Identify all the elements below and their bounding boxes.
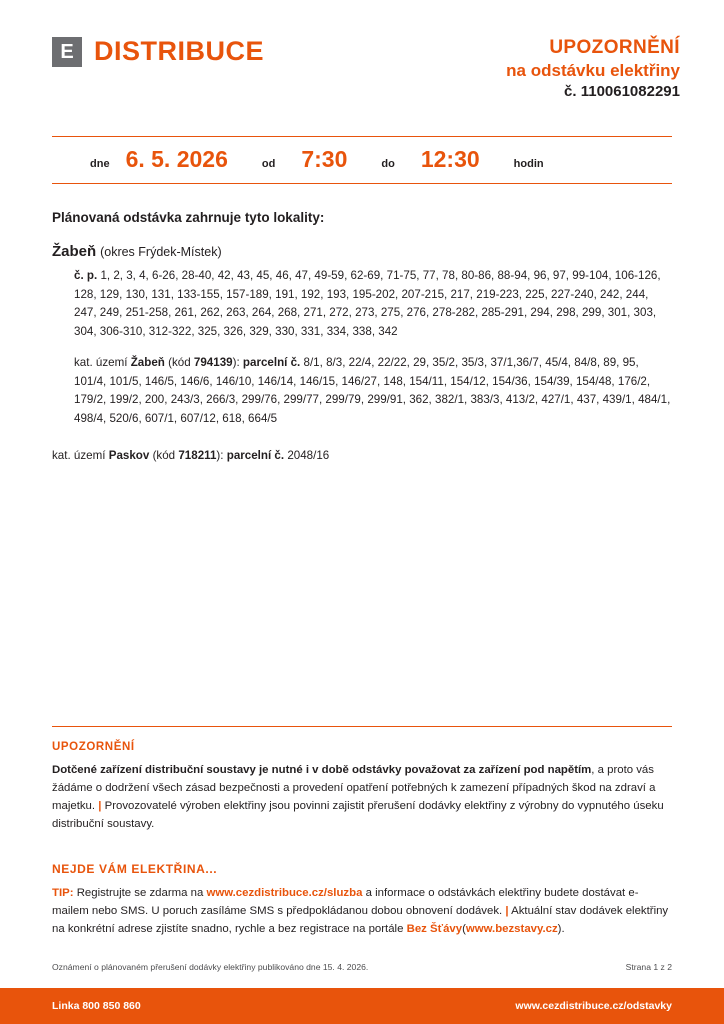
to-label: do	[381, 158, 395, 171]
parcel-values-1: 8/1, 8/3, 22/4, 22/22, 29, 35/2, 35/3, 37/1,36/7, 45/4, 84/8, 89, 95, 101/4, 101/5, 146/5, 146/6, 146/10, 146/14, 146/15, 146/27, 148, 154/11, 154/12, 154/36, 154/39, 154/48, 176/2, 179/2, 199/2, 200, 243/3, 266/3, 299/76, 299/77, 299/79, 299/91, 362, 382/1, 383/3, 413/2, 427/1, 437, 439/1, 484/1, 498/4, 520/6, 607/1, 607/12, 618, 664/5	[74, 355, 671, 426]
logo-letter: E	[60, 40, 74, 63]
kat-prefix-2: kat. území	[52, 449, 106, 462]
locality-name: Žabeň	[52, 242, 97, 260]
house-numbers-block	[74, 267, 672, 342]
kat-kod-label-1: (kód	[168, 355, 191, 369]
kat-kod-2: 718211	[178, 449, 217, 462]
no-power-heading: NEJDE VÁM ELEKTŘINA...	[52, 862, 218, 876]
house-numbers-label: č. p.	[74, 268, 98, 282]
kat-kod-close-2: ):	[216, 449, 224, 462]
cez-logo-icon	[52, 37, 82, 67]
outage-time-from: 7:30	[301, 146, 348, 173]
bez-stavy-brand: Bez Šťávy	[406, 923, 463, 936]
date-label: dne	[90, 158, 110, 171]
parcel-label-1: parcelní č.	[242, 355, 301, 369]
warning-divider	[52, 726, 672, 727]
footer-bar	[0, 988, 724, 1024]
warning-body	[52, 761, 672, 833]
document-number: č. 110061082291	[564, 83, 680, 100]
footer-web-link[interactable]: www.cezdistribuce.cz/odstavky	[515, 1000, 672, 1012]
locality-district: (okres Frýdek-Místek)	[100, 244, 222, 259]
paren-open: (	[462, 923, 466, 936]
kat-kod-close-1: ):	[232, 355, 240, 369]
kat-name-2: Paskov	[108, 449, 150, 462]
warning-section	[52, 726, 672, 833]
warning-text-2: Provozovatelé výroben elektřiny jsou povinni zajistit přerušení dodávky elektřiny z výrobny do vypnutého úseku distribuční soustavy.	[52, 800, 664, 831]
outage-date: 6. 5. 2026	[125, 146, 228, 173]
warning-bold-text: Dotčené zařízení distribuční soustavy je nutné i v době odstávky považovat za zařízení pod napětím	[52, 764, 592, 776]
cadastral-area-paskov	[52, 447, 672, 466]
hours-label: hodin	[513, 158, 544, 171]
section-lead: Plánovaná odstávka zahrnuje tyto lokality:	[52, 209, 325, 225]
warning-heading: UPOZORNĚNÍ	[52, 741, 135, 753]
brand-name: DISTRIBUCE	[94, 36, 265, 66]
cadastral-area-zaben	[74, 354, 672, 429]
no-power-text-1: Registrujte se zdarma na	[76, 887, 204, 899]
service-registration-link[interactable]: www.cezdistribuce.cz/sluzba	[206, 887, 363, 899]
paren-close: ).	[557, 923, 565, 936]
footer-phone: Linka 800 850 860	[52, 1000, 141, 1012]
tip-label: TIP:	[52, 887, 74, 899]
kat-prefix-1: kat. území	[74, 355, 128, 369]
warning-divider-glyph: |	[98, 800, 102, 813]
bezstavy-link[interactable]: www.bezstavy.cz	[465, 923, 558, 936]
no-power-section	[52, 862, 672, 938]
no-power-body	[52, 884, 672, 938]
no-power-text-3: Aktuální stav dodávek elektřiny na konkrétní adrese zjistíte snadno, rychle a bez registrace na portále	[52, 905, 669, 936]
document-title: UPOZORNĚNÍ	[549, 37, 680, 58]
house-numbers-values: 1, 2, 3, 4, 6-26, 28-40, 42, 43, 45, 46, 47, 49-59, 62-69, 71-75, 77, 78, 80-86, 88-94, 96, 97, 99-104, 106-126, 128, 129, 130, 131, 133-155, 157-189, 191, 192, 193, 195-202, 207-215, 217, 219-223, 225, 227-240, 242, 244, 247, 249, 251-258, 261, 262, 263, 264, 268, 271, 272, 273, 275, 276, 278-282, 285-291, 294, 298, 299, 301, 303, 304, 306-310, 312-322, 325, 326, 329, 330, 331, 334, 338, 342	[74, 268, 661, 339]
document-meta	[52, 962, 672, 972]
publication-note: Oznámení o plánovaném přerušení dodávky elektřiny publikováno dne 15. 4. 2026.	[52, 962, 369, 972]
no-power-text-2: a informace o odstávkách elektřiny budete dostávat e-mailem nebo SMS. U poruch zasíláme SMS s předpokládanou dobou obnovení dodávek.	[52, 887, 639, 918]
from-label: od	[261, 158, 276, 171]
kat-kod-1: 794139	[193, 355, 233, 369]
no-power-divider-glyph: |	[505, 905, 509, 918]
document-header	[0, 0, 724, 102]
locality-heading	[52, 243, 672, 260]
parcel-values-2: 2048/16	[287, 449, 330, 462]
kat-name-1: Žabeň	[130, 355, 165, 369]
outage-time-to: 12:30	[420, 146, 480, 173]
brand-logo	[52, 36, 264, 67]
locality-section	[0, 184, 724, 466]
page-number: Strana 1 z 2	[625, 962, 672, 972]
document-subtitle: na odstávku elektřiny	[506, 60, 680, 80]
document-title-block	[506, 36, 680, 102]
outage-datebar	[52, 136, 672, 184]
warning-text-1: , a proto vás žádáme o dodržení všech zásad bezpečnosti a provedení opatření potřebných k zamezení případných škod na zdraví a majetku.	[52, 764, 656, 813]
parcel-label-2: parcelní č.	[226, 449, 285, 462]
kat-kod-label-2: (kód	[152, 449, 176, 462]
